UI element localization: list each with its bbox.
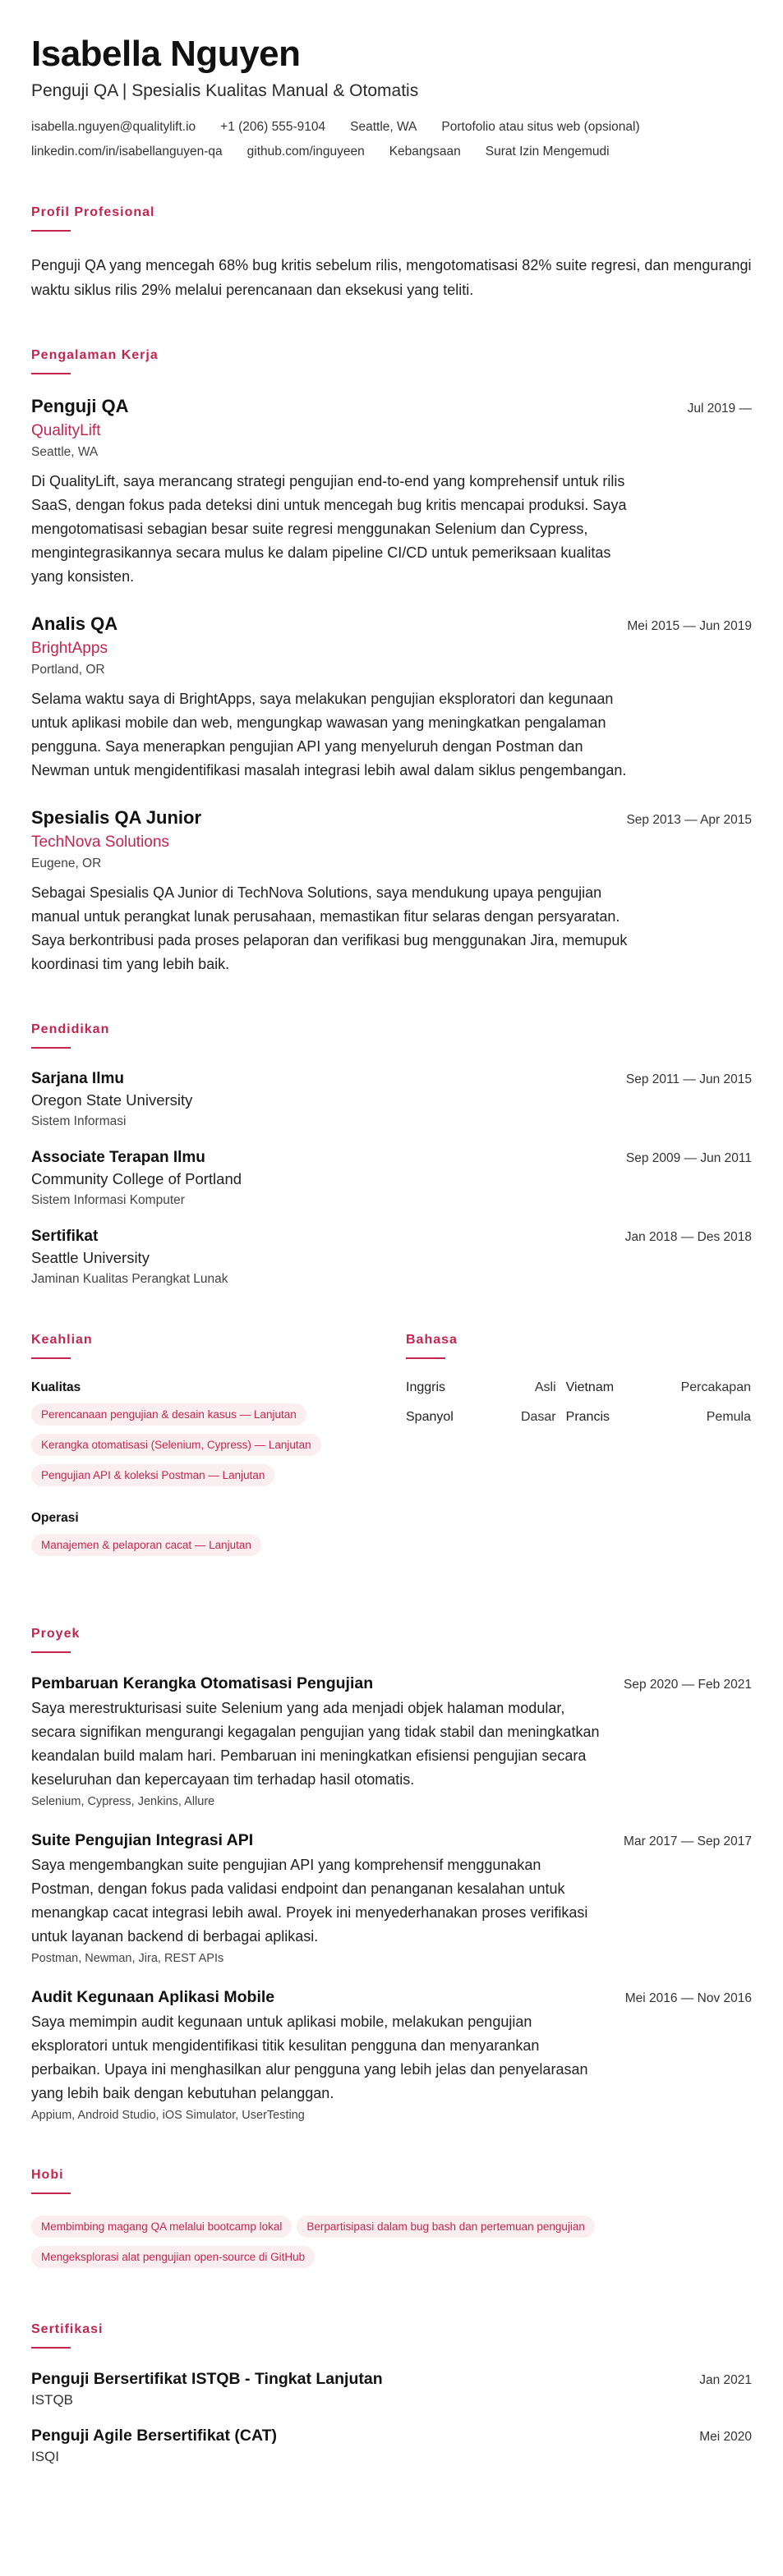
language-level: Dasar <box>520 1410 556 1424</box>
resume-header <box>31 33 752 159</box>
education-field: Sistem Informasi Komputer <box>31 1193 185 1207</box>
job-location: Portland, OR <box>31 663 105 677</box>
education-school: Oregon State University <box>31 1091 193 1109</box>
job-company: BrightApps <box>31 640 108 657</box>
education-field: Jaminan Kualitas Perangkat Lunak <box>31 1272 228 1286</box>
certification-date: Jan 2021 <box>699 2373 752 2387</box>
education-date: Sep 2011 — Jun 2015 <box>625 1072 752 1086</box>
certification-issuer: ISQI <box>31 2449 60 2464</box>
education-field: Sistem Informasi <box>31 1114 127 1128</box>
language-name: Prancis <box>565 1410 610 1424</box>
job-date: Jul 2019 — <box>687 402 752 416</box>
project-description: Saya mengembangkan suite pengujian API yang komprehensif menggunakan Postman, dengan fokus pada validasi endpoint dan penanganan kesalahan untuk menangkap cacat integrasi lebih awal. Proyek ini menyederhanakan proses verifikasi untuk layanan backend di berbagai aplikasi. <box>31 1857 588 1945</box>
profile-section <box>31 205 752 302</box>
contact-linkedin[interactable]: linkedin.com/in/isabellanguyen-qa <box>31 145 223 158</box>
contact-nationality: Kebangsaan <box>389 145 461 158</box>
section-divider <box>406 1357 445 1359</box>
candidate-name: Isabella Nguyen <box>31 34 301 74</box>
contact-portfolio[interactable]: Portofolio atau situs web (opsional) <box>441 120 640 134</box>
section-title: Pendidikan <box>31 1022 110 1036</box>
contact-github[interactable]: github.com/inguyeen <box>246 145 365 158</box>
section-divider <box>31 1357 71 1359</box>
section-divider <box>31 1047 71 1049</box>
project-entry <box>31 1988 752 2122</box>
hobby-tag: Mengeksplorasi alat pengujian open-source di GitHub <box>31 2246 315 2268</box>
language-name: Spanyol <box>406 1410 454 1424</box>
section-title: Bahasa <box>406 1333 458 1347</box>
education-school: Community College of Portland <box>31 1170 242 1187</box>
skill-tag: Pengujian API & koleksi Postman — Lanjutan <box>31 1464 274 1486</box>
skill-tag: Perencanaan pengujian & desain kasus — Lanjutan <box>31 1403 306 1426</box>
education-degree: Sarjana Ilmu <box>31 1070 124 1087</box>
project-date: Mar 2017 — Sep 2017 <box>624 1834 752 1848</box>
skill-group <box>31 1511 373 1564</box>
project-title: Audit Kegunaan Aplikasi Mobile <box>31 1988 275 2006</box>
job-description: Selama waktu saya di BrightApps, saya melakukan pengujian eksploratori dan kegunaan untuk aplikasi mobile dan web, mengungkap wawasan yang meningkatkan pengalaman pengguna. Saya menerapkan pengujian API yang menyeluruh dengan Postman dan Newman untuk mengidentifikasi masalah integrasi lebih awal dalam siklus pengembangan. <box>31 691 627 778</box>
job-entry <box>31 613 752 783</box>
language-name: Vietnam <box>565 1380 615 1394</box>
education-degree: Associate Terapan Ilmu <box>31 1149 205 1166</box>
section-divider <box>31 1651 71 1653</box>
skill-tag: Manajemen & pelaporan cacat — Lanjutan <box>31 1534 261 1556</box>
language-name: Inggris <box>406 1380 446 1394</box>
job-company: QualityLift <box>31 422 101 439</box>
certification-name: Penguji Agile Bersertifikat (CAT) <box>31 2427 278 2445</box>
languages-section <box>406 1333 751 1581</box>
certification-name: Penguji Bersertifikat ISTQB - Tingkat Lanjutan <box>31 2370 383 2388</box>
education-entry <box>31 1149 752 1208</box>
certification-date: Mei 2020 <box>699 2430 752 2444</box>
education-date: Jan 2018 — Des 2018 <box>624 1230 752 1244</box>
section-divider <box>31 2347 71 2349</box>
job-description: Sebagai Spesialis QA Junior di TechNova Solutions, saya mendukung upaya pengujian manual untuk perangkat lunak perusahaan, memastikan fitur selaras dengan persyaratan. Saya berkontribusi pada proses pelaporan dan verifikasi bug menggunakan Jira, memupuk koordinasi tim yang lebih baik. <box>31 884 628 972</box>
language-level: Pemula <box>706 1410 751 1424</box>
experience-section <box>31 348 752 976</box>
skills-section <box>31 1333 373 1581</box>
education-date: Sep 2009 — Jun 2011 <box>625 1151 752 1165</box>
project-tech: Appium, Android Studio, iOS Simulator, UserTesting <box>31 2109 305 2122</box>
certifications-section <box>31 2322 752 2465</box>
contact-phone[interactable]: +1 (206) 555-9104 <box>220 120 326 134</box>
skill-group-name: Operasi <box>31 1511 79 1525</box>
project-title: Suite Pengujian Integrasi API <box>31 1831 254 1849</box>
section-divider <box>31 2193 71 2194</box>
section-title: Keahlian <box>31 1333 93 1347</box>
project-date: Mei 2016 — Nov 2016 <box>624 1991 752 2005</box>
hobby-tag: Membimbing magang QA melalui bootcamp lokal <box>31 2216 292 2238</box>
education-degree: Sertifikat <box>31 1228 99 1245</box>
section-title: Hobi <box>31 2168 64 2182</box>
language-level: Percakapan <box>680 1380 751 1394</box>
section-divider <box>31 230 71 232</box>
hobby-list <box>31 2216 752 2276</box>
project-entry <box>31 1674 752 1808</box>
language-level: Asli <box>534 1380 556 1394</box>
section-title: Proyek <box>31 1627 81 1641</box>
projects-section <box>31 1627 752 2122</box>
project-date: Sep 2020 — Feb 2021 <box>624 1678 752 1692</box>
education-section <box>31 1022 752 1287</box>
job-location: Seattle, WA <box>31 445 99 459</box>
contact-list <box>31 120 752 159</box>
certification-entry <box>31 2427 752 2465</box>
job-location: Eugene, OR <box>31 856 102 870</box>
section-title: Sertifikasi <box>31 2322 104 2336</box>
education-entry <box>31 1228 752 1287</box>
contact-driving-license: Surat Izin Mengemudi <box>485 145 610 158</box>
skill-tag: Kerangka otomatisasi (Selenium, Cypress) — Lanjutan <box>31 1434 321 1456</box>
job-company: TechNova Solutions <box>31 833 169 851</box>
certification-entry <box>31 2370 752 2408</box>
skill-group <box>31 1380 373 1495</box>
contact-email[interactable]: isabella.nguyen@qualitylift.io <box>31 120 196 134</box>
section-title: Profil Profesional <box>31 205 155 219</box>
job-title: Spesialis QA Junior <box>31 807 202 828</box>
job-description: Di QualityLift, saya merancang strategi pengujian end-to-end yang komprehensif untuk rilis SaaS, dengan fokus pada deteksi dini untuk mencegah bug kritis mencapai produksi. Saya mengotomatisasi sebagian besar suite regresi menggunakan Selenium dan Cypress, mengintegrasikannya secara mulus ke dalam pipeline CI/CD untuk pemeriksaan kualitas yang konsisten. <box>31 473 627 585</box>
education-entry <box>31 1070 752 1129</box>
education-school: Seattle University <box>31 1249 150 1266</box>
hobby-tag: Berpartisipasi dalam bug bash dan pertemuan pengujian <box>297 2216 594 2238</box>
job-entry <box>31 396 752 589</box>
project-entry <box>31 1831 752 1965</box>
project-description: Saya memimpin audit kegunaan untuk aplikasi mobile, melakukan pengujian eksploratori untuk mengidentifikasi titik kesulitan pengguna dan menyarankan perbaikan. Upaya ini menghasilkan alur pengguna yang lebih jelas dan penyelarasan yang lebih baik dengan kebutuhan pelanggan. <box>31 2014 588 2101</box>
project-description: Saya merestrukturisasi suite Selenium yang ada menjadi objek halaman modular, secara signifikan mengurangi kegagalan pengujian yang tidak stabil dan meningkatkan keandalan build malam hari. Pembaruan ini meningkatkan efisiensi pengujian secara keseluruhan dan kepercayaan tim terhadap hasil otomatis. <box>31 1700 600 1788</box>
hobbies-section <box>31 2168 752 2276</box>
skill-group-name: Kualitas <box>31 1380 81 1394</box>
project-tech: Postman, Newman, Jira, REST APIs <box>31 1952 224 1965</box>
job-date: Mei 2015 — Jun 2019 <box>627 619 752 633</box>
section-divider <box>31 373 71 374</box>
certification-issuer: ISTQB <box>31 2392 74 2408</box>
project-title: Pembaruan Kerangka Otomatisasi Pengujian <box>31 1674 374 1692</box>
job-date: Sep 2013 — Apr 2015 <box>626 813 752 827</box>
headline: Penguji QA | Spesialis Kualitas Manual & Otomatis <box>31 81 419 100</box>
project-tech: Selenium, Cypress, Jenkins, Allure <box>31 1795 215 1808</box>
job-title: Penguji QA <box>31 396 129 416</box>
language-list <box>406 1380 751 1425</box>
job-entry <box>31 807 752 976</box>
skills-languages-row <box>31 1333 752 1581</box>
section-title: Pengalaman Kerja <box>31 348 159 362</box>
contact-location: Seattle, WA <box>350 120 417 134</box>
profile-summary: Penguji QA yang mencegah 68% bug kritis sebelum rilis, mengotomatisasi 82% suite regresi, dan mengurangi waktu siklus rilis 29% melalui perencanaan dan eksekusi yang teliti. <box>31 257 752 298</box>
job-title: Analis QA <box>31 613 118 634</box>
